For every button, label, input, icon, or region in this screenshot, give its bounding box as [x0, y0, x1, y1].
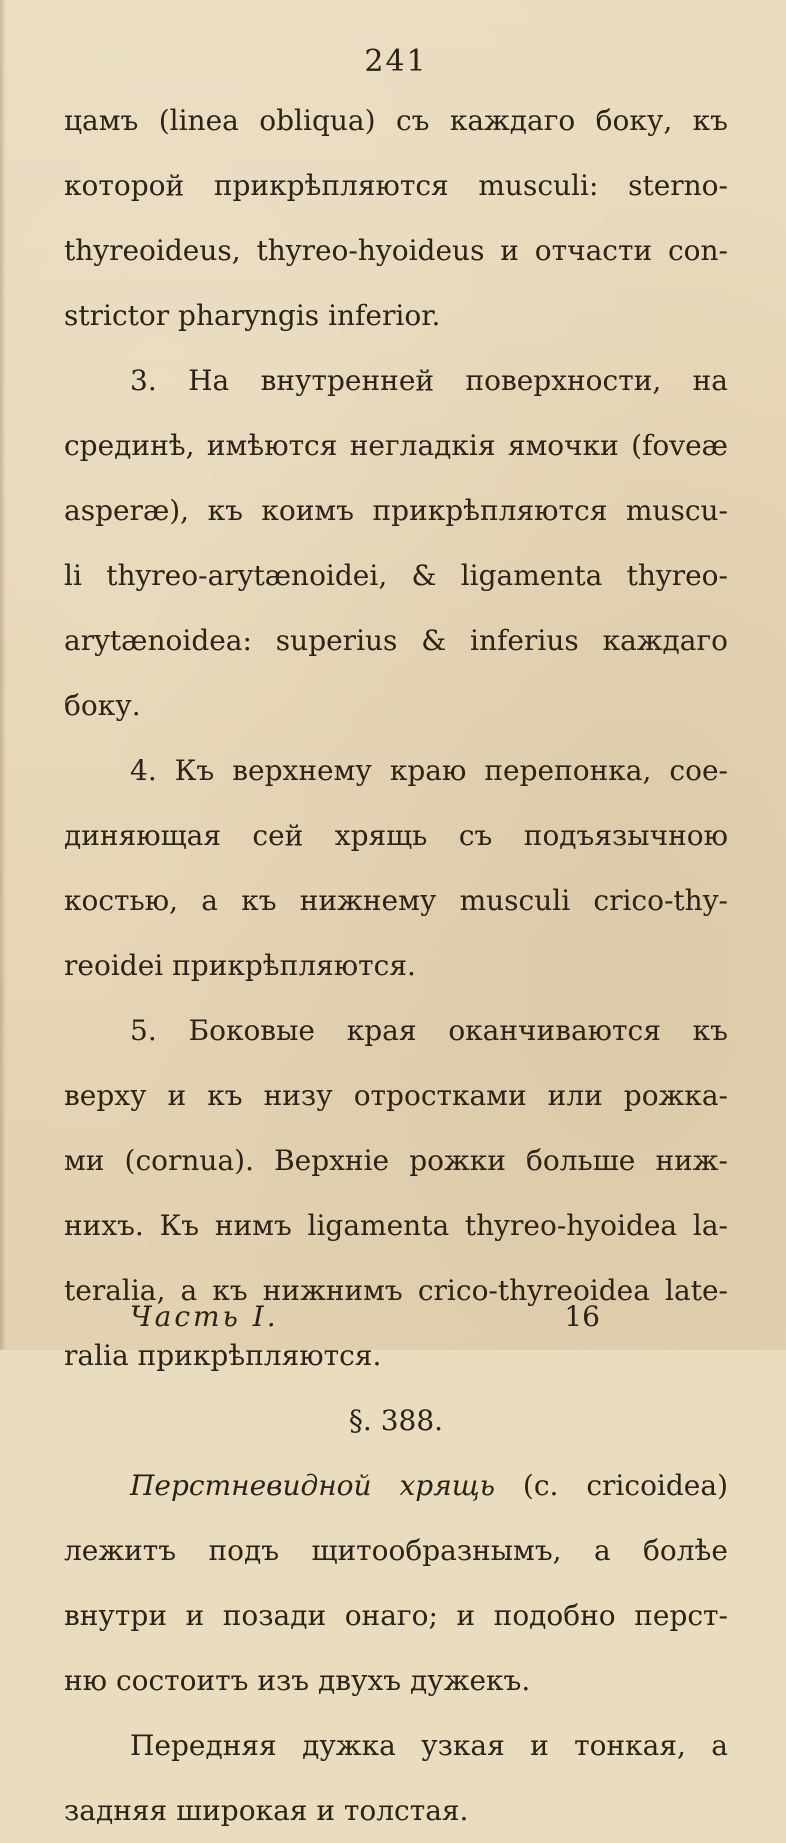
term-italic: Перстневидной хрящь: [130, 1469, 496, 1502]
text-line: боку.: [64, 689, 141, 722]
text-line: срединѣ, имѣются негладкія ямочки (foveæ: [64, 429, 728, 462]
text-line: asperæ), къ коимъ прикрѣпляются muscu-: [64, 494, 728, 527]
text-line: teralia, а къ нижнимъ crico-thyreoidea late-: [64, 1274, 728, 1307]
text-line: 4. Къ верхнему краю перепонка, сое-: [130, 754, 728, 787]
text-line: внутри и позади онаго; и подобно перст-: [64, 1599, 728, 1632]
text-line: strictor pharyngis inferior.: [64, 299, 441, 332]
section-heading: §. 388.: [348, 1404, 444, 1437]
signature-mark: 16: [564, 1300, 600, 1333]
text-line: ню состоитъ изъ двухъ дужекъ.: [64, 1664, 531, 1697]
text-line: цамъ (linea obliqua) съ каждаго боку, къ: [64, 104, 728, 137]
text-line: верху и къ низу отростками или рожка-: [64, 1079, 728, 1112]
text-line: 3. На внутренней поверхности, на: [130, 364, 728, 397]
text-line: нихъ. Къ нимъ ligamenta thyreo-hyoidea la-: [64, 1209, 728, 1242]
text-line: 5. Боковые края оканчиваются къ: [130, 1014, 728, 1047]
text-line: диняющая сей хрящь съ подъязычною: [64, 819, 728, 852]
text-line: [64, 1453, 728, 1518]
text-line: li thyreo-arytænoidei, & ligamenta thyreo-: [64, 559, 728, 592]
text-block: [64, 88, 728, 1843]
text-line: reoidei прикрѣпляются.: [64, 949, 416, 982]
text-line: которой прикрѣпляются musculi: sterno-: [64, 169, 728, 202]
text-line: задняя широкая и толстая.: [64, 1794, 469, 1827]
text-line: костью, а къ нижнему musculi crico-thy-: [64, 884, 728, 917]
text-line: ralia прикрѣпляются.: [64, 1339, 382, 1372]
part-label: Часть I.: [130, 1300, 279, 1333]
text-line: arytænoidea: superius & inferius каждаго: [64, 624, 728, 657]
term-latin: (c. cricoidea): [495, 1469, 728, 1502]
text-line: лежитъ подъ щитообразнымъ, а болѣе: [64, 1534, 728, 1567]
text-line: Передняя дужка узкая и тонкая, а: [130, 1729, 728, 1762]
text-line: ми (cornua). Верхніе рожки больше ниж-: [64, 1144, 728, 1177]
page-edge-shadow: [0, 0, 6, 1350]
page-number: 241: [364, 44, 428, 79]
page-footer: [130, 1292, 600, 1342]
text-line: thyreoideus, thyreo-hyoideus и отчасти con-: [64, 234, 728, 267]
